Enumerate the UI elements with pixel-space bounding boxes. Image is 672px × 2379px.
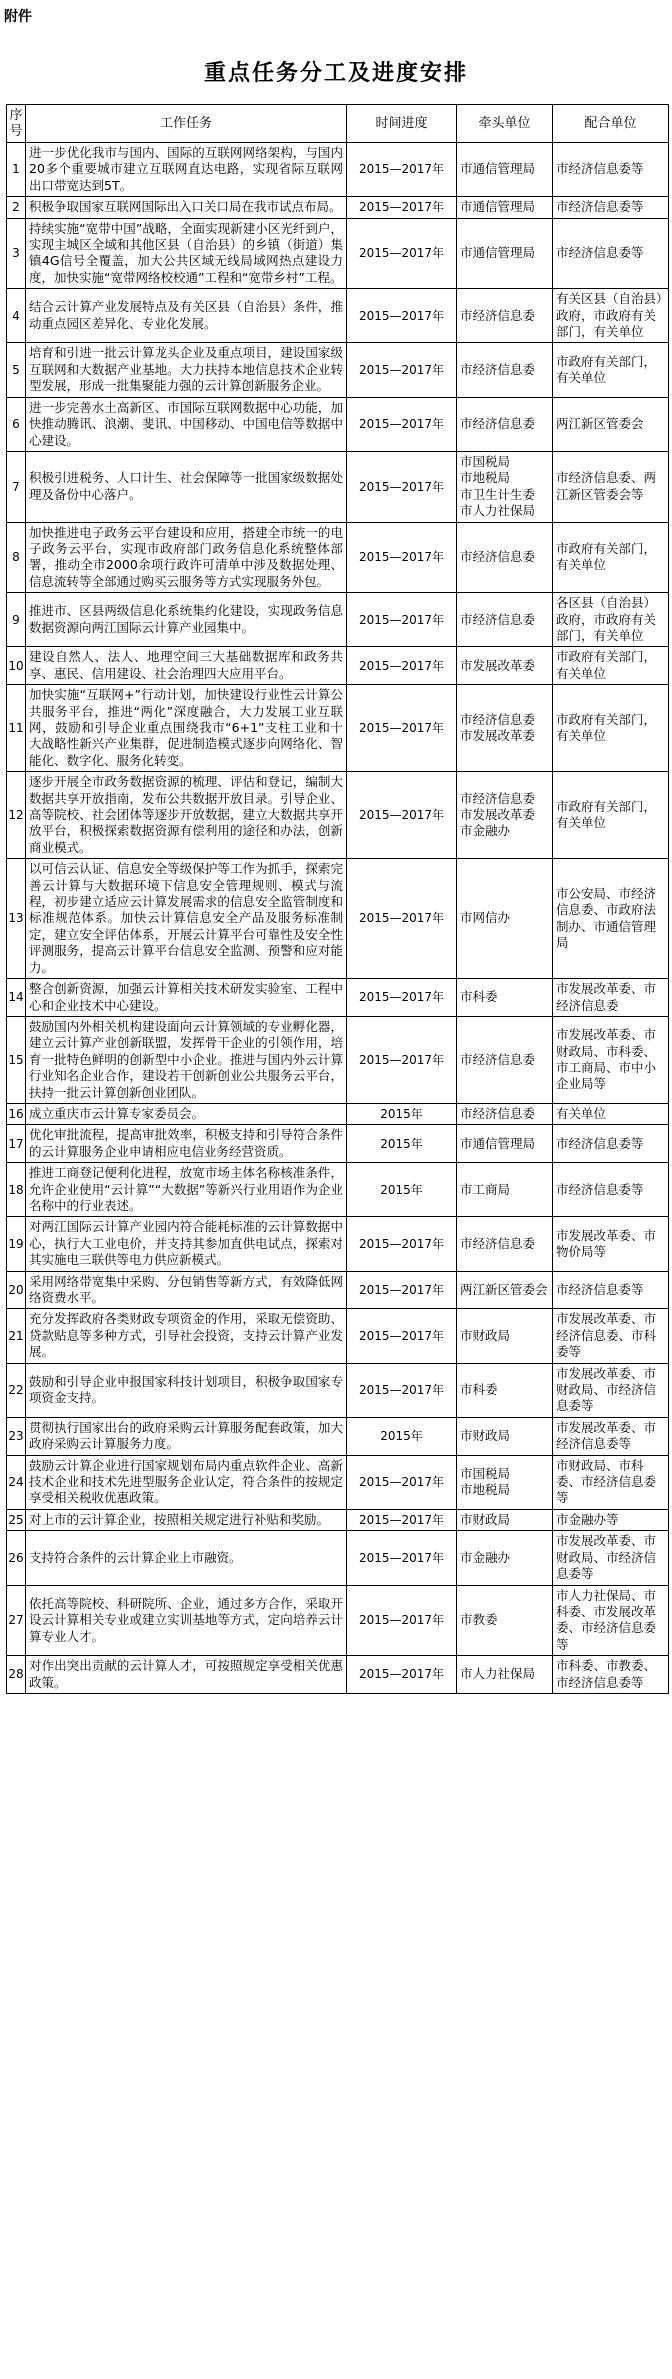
table-row [7, 1271, 669, 1309]
table-body [7, 143, 669, 1694]
progress-cell: 2015—2017年 [347, 1585, 457, 1656]
table-row [7, 1417, 669, 1455]
lead-unit-cell: 市财政局 [457, 1309, 553, 1363]
coop-unit-cell: 市发展改革委、市经济信息委等 [553, 1417, 669, 1455]
table-row [7, 593, 669, 647]
progress-cell: 2015—2017年 [347, 1016, 457, 1103]
lead-unit-cell: 市网信办 [457, 859, 553, 979]
lead-unit-cell: 市人力社保局 [457, 1656, 553, 1694]
table-row [7, 685, 669, 772]
lead-unit-cell: 市经济信息委 [457, 1217, 553, 1271]
coop-unit-cell: 市经济信息委等 [553, 1163, 669, 1217]
lead-unit-cell: 市经济信息委 [457, 343, 553, 397]
lead-unit-cell: 市通信管理局 [457, 218, 553, 289]
table-row [7, 1016, 669, 1103]
lead-unit-cell: 市经济信息委 [457, 1016, 553, 1103]
task-cell: 鼓励和引导企业申报国家科技计划项目，积极争取国家专项资金支持。 [26, 1363, 347, 1417]
row-number: 15 [7, 1016, 26, 1103]
lead-unit-cell: 市发展改革委 [457, 647, 553, 685]
table-row [7, 1656, 669, 1694]
header-task: 工作任务 [26, 105, 347, 143]
row-number: 7 [7, 451, 26, 522]
coop-unit-cell: 市发展改革委、市物价局等 [553, 1217, 669, 1271]
task-cell: 加快实施“互联网+”行动计划，加快建设行业性云计算公共服务平台，推进“两化”深度融合，大力发展工业互联网，鼓励和引导企业重点围绕我市“6+1”支柱工业和十大战略性新兴产业集群，促进制造模式逐步向网络化、智能化、数字化、服务化转变。 [26, 685, 347, 772]
task-table [6, 104, 669, 1694]
lead-unit-cell: 市通信管理局 [457, 197, 553, 218]
task-cell: 鼓励云计算企业进行国家规划布局内重点软件企业、高新技术企业和技术先进型服务企业认定，符合条件的按规定享受相关税收优惠政策。 [26, 1455, 347, 1509]
lead-unit-cell: 市金融办 [457, 1531, 553, 1585]
coop-unit-cell: 市经济信息委等 [553, 197, 669, 218]
coop-unit-cell: 两江新区管委会 [553, 397, 669, 451]
task-cell: 培育和引进一批云计算龙头企业及重点项目，建设国家级互联网和大数据产业基地。大力扶持本地信息技术企业转型发展，形成一批集聚能力强的云计算创新服务企业。 [26, 343, 347, 397]
coop-unit-cell: 各区县（自治县）政府，市政府有关部门，有关单位 [553, 593, 669, 647]
row-number: 8 [7, 522, 26, 593]
progress-cell: 2015—2017年 [347, 143, 457, 197]
lead-unit-cell: 市国税局 市地税局 [457, 1455, 553, 1509]
progress-cell: 2015—2017年 [347, 1455, 457, 1509]
task-cell: 对两江国际云计算产业园内符合能耗标准的云计算数据中心，执行大工业电价，并支持其参加直供电试点，探索对其实施电三联供等电力供应新模式。 [26, 1217, 347, 1271]
table-header-row [7, 105, 669, 143]
progress-cell: 2015—2017年 [347, 1217, 457, 1271]
task-cell: 建设自然人、法人、地理空间三大基础数据库和政务共享、惠民、信用建设、社会治理四大应用平台。 [26, 647, 347, 685]
coop-unit-cell: 市政府有关部门，有关单位 [553, 685, 669, 772]
lead-unit-cell: 市科委 [457, 979, 553, 1017]
table-row [7, 451, 669, 522]
header-lead: 牵头单位 [457, 105, 553, 143]
table-row [7, 522, 669, 593]
coop-unit-cell: 市发展改革委、市财政局、市经济信息委等 [553, 1363, 669, 1417]
lead-unit-cell: 市经济信息委 [457, 1103, 553, 1124]
table-row [7, 647, 669, 685]
progress-cell: 2015—2017年 [347, 859, 457, 979]
table-row [7, 1103, 669, 1124]
lead-unit-cell: 市通信管理局 [457, 143, 553, 197]
attachment-label: 附件 [4, 9, 32, 25]
lead-unit-cell: 市经济信息委 [457, 397, 553, 451]
task-cell: 推进市、区县两级信息化系统集约化建设，实现政务信息数据资源向两江国际云计算产业园集中。 [26, 593, 347, 647]
coop-unit-cell: 市发展改革委、市财政局、市经济信息委等 [553, 1531, 669, 1585]
progress-cell: 2015—2017年 [347, 397, 457, 451]
task-cell: 整合创新资源，加强云计算相关技术研发实验室、工程中心和企业技术中心建设。 [26, 979, 347, 1017]
task-cell: 充分发挥政府各类财政专项资金的作用，采取无偿资助、贷款贴息等多种方式，引导社会投资，支持云计算产业发展。 [26, 1309, 347, 1363]
row-number: 6 [7, 397, 26, 451]
coop-unit-cell: 市政府有关部门，有关单位 [553, 647, 669, 685]
progress-cell: 2015—2017年 [347, 1363, 457, 1417]
coop-unit-cell: 市政府有关部门，有关单位 [553, 343, 669, 397]
progress-cell: 2015—2017年 [347, 979, 457, 1017]
coop-unit-cell: 市人力社保局、市科委、市发展改革委、市经济信息委等 [553, 1585, 669, 1656]
row-number: 23 [7, 1417, 26, 1455]
progress-cell: 2015—2017年 [347, 1271, 457, 1309]
table-row [7, 979, 669, 1017]
row-number: 28 [7, 1656, 26, 1694]
header-seq: 序号 [7, 105, 26, 143]
task-cell: 进一步完善水土高新区、市国际互联网数据中心功能，加快推动腾讯、浪潮、斐讯、中国移动、中国电信等数据中心建设。 [26, 397, 347, 451]
lead-unit-cell: 市经济信息委 市发展改革委 市金融办 [457, 772, 553, 859]
progress-cell: 2015年 [347, 1163, 457, 1217]
progress-cell: 2015—2017年 [347, 1531, 457, 1585]
row-number: 27 [7, 1585, 26, 1656]
row-number: 20 [7, 1271, 26, 1309]
row-number: 1 [7, 143, 26, 197]
progress-cell: 2015—2017年 [347, 1509, 457, 1530]
coop-unit-cell: 市科委、市教委、市经济信息委等 [553, 1656, 669, 1694]
lead-unit-cell: 市科委 [457, 1363, 553, 1417]
progress-cell: 2015—2017年 [347, 647, 457, 685]
table-row [7, 1585, 669, 1656]
row-number: 18 [7, 1163, 26, 1217]
task-cell: 结合云计算产业发展特点及有关区县（自治县）条件，推动重点园区差异化、专业化发展。 [26, 289, 347, 343]
table-row [7, 1163, 669, 1217]
progress-cell: 2015—2017年 [347, 1656, 457, 1694]
lead-unit-cell: 市通信管理局 [457, 1125, 553, 1163]
coop-unit-cell: 市发展改革委、市财政局、市科委、市工商局、市中小企业局等 [553, 1016, 669, 1103]
progress-cell: 2015—2017年 [347, 593, 457, 647]
coop-unit-cell: 市经济信息委等 [553, 218, 669, 289]
table-row [7, 772, 669, 859]
coop-unit-cell: 市发展改革委、市经济信息委、市科委等 [553, 1309, 669, 1363]
coop-unit-cell: 市发展改革委、市经济信息委 [553, 979, 669, 1017]
progress-cell: 2015—2017年 [347, 197, 457, 218]
task-cell: 依托高等院校、科研院所、企业，通过多方合作，采取开设云计算相关专业或建立实训基地等方式，定向培养云计算专业人才。 [26, 1585, 347, 1656]
coop-unit-cell: 市公安局、市经济信息委、市政府法制办、市通信管理局 [553, 859, 669, 979]
task-cell: 积极引进税务、人口计生、社会保障等一批国家级数据处理及备份中心落户。 [26, 451, 347, 522]
table-row [7, 343, 669, 397]
row-number: 16 [7, 1103, 26, 1124]
lead-unit-cell: 市国税局 市地税局 市卫生计生委 市人力社保局 [457, 451, 553, 522]
task-cell: 对上市的云计算企业，按照相关规定进行补贴和奖励。 [26, 1509, 347, 1530]
lead-unit-cell: 市经济信息委 [457, 593, 553, 647]
header-coop: 配合单位 [553, 105, 669, 143]
row-number: 22 [7, 1363, 26, 1417]
row-number: 17 [7, 1125, 26, 1163]
coop-unit-cell: 市金融办等 [553, 1509, 669, 1530]
row-number: 13 [7, 859, 26, 979]
row-number: 14 [7, 979, 26, 1017]
task-cell: 推进工商登记便利化进程，放宽市场主体名称核准条件，允许企业使用“云计算”“大数据”等新兴行业用语作为企业名称中的行业表述。 [26, 1163, 347, 1217]
coop-unit-cell: 市政府有关部门，有关单位 [553, 772, 669, 859]
table-row [7, 289, 669, 343]
task-cell: 贯彻执行国家出台的政府采购云计算服务配套政策，加大政府采购云计算服务力度。 [26, 1417, 347, 1455]
progress-cell: 2015—2017年 [347, 343, 457, 397]
table-row [7, 197, 669, 218]
coop-unit-cell: 市经济信息委、两江新区管委会等 [553, 451, 669, 522]
row-number: 12 [7, 772, 26, 859]
table-row [7, 1531, 669, 1585]
task-cell: 支持符合条件的云计算企业上市融资。 [26, 1531, 347, 1585]
coop-unit-cell: 市经济信息委等 [553, 1271, 669, 1309]
row-number: 10 [7, 647, 26, 685]
table-row [7, 143, 669, 197]
lead-unit-cell: 市经济信息委 市发展改革委 [457, 685, 553, 772]
task-cell: 鼓励国内外相关机构建设面向云计算领域的专业孵化器，建立云计算产业创新联盟，发挥骨干企业的引领作用，培育一批特色鲜明的创新型中小企业。推进与国内外云计算行业知名企业合作，建设若干创新创业公共服务云平台，扶持一批云计算创新创业团队。 [26, 1016, 347, 1103]
table-row [7, 859, 669, 979]
coop-unit-cell: 市财政局、市科委、市经济信息委等 [553, 1455, 669, 1509]
lead-unit-cell: 市经济信息委 [457, 289, 553, 343]
header-progress: 时间进度 [347, 105, 457, 143]
progress-cell: 2015年 [347, 1125, 457, 1163]
row-number: 9 [7, 593, 26, 647]
table-row [7, 218, 669, 289]
task-cell: 采用网络带宽集中采购、分包销售等新方式，有效降低网络资费水平。 [26, 1271, 347, 1309]
lead-unit-cell: 市财政局 [457, 1417, 553, 1455]
row-number: 4 [7, 289, 26, 343]
coop-unit-cell: 市政府有关部门，有关单位 [553, 522, 669, 593]
task-cell: 对作出突出贡献的云计算人才，可按照规定享受相关优惠政策。 [26, 1656, 347, 1694]
table-row [7, 1455, 669, 1509]
row-number: 24 [7, 1455, 26, 1509]
page-title: 重点任务分工及进度安排 [203, 61, 468, 86]
progress-cell: 2015年 [347, 1103, 457, 1124]
progress-cell: 2015—2017年 [347, 451, 457, 522]
row-number: 5 [7, 343, 26, 397]
table-row [7, 1125, 669, 1163]
row-number: 21 [7, 1309, 26, 1363]
table-row [7, 1363, 669, 1417]
task-cell: 加快推进电子政务云平台建设和应用，搭建全市统一的电子政务云平台，实现市政府部门政务信息化系统整体部署，推动全市2000余项行政许可清单中涉及数据处理、信息流转等全部通过购买云服务等方式实现服务外包。 [26, 522, 347, 593]
table-row [7, 1217, 669, 1271]
row-number: 2 [7, 197, 26, 218]
task-cell: 以可信云认证、信息安全等级保护等工作为抓手，探索完善云计算与大数据环境下信息安全管理规则、模式与流程，初步建立适应云计算发展需求的信息安全监管制度和标准规范体系。加快云计算信息安全产品及服务标准制定，建立安全评估体系，开展云计算平台可靠性及安全性评测服务，提高云计算平台信息安全监测、预警和应对能力。 [26, 859, 347, 979]
progress-cell: 2015—2017年 [347, 685, 457, 772]
progress-cell: 2015—2017年 [347, 522, 457, 593]
task-cell: 成立重庆市云计算专家委员会。 [26, 1103, 347, 1124]
coop-unit-cell: 市经济信息委等 [553, 143, 669, 197]
lead-unit-cell: 市教委 [457, 1585, 553, 1656]
lead-unit-cell: 市工商局 [457, 1163, 553, 1217]
row-number: 11 [7, 685, 26, 772]
progress-cell: 2015—2017年 [347, 289, 457, 343]
table-row [7, 1309, 669, 1363]
row-number: 3 [7, 218, 26, 289]
coop-unit-cell: 市经济信息委等 [553, 1125, 669, 1163]
row-number: 19 [7, 1217, 26, 1271]
progress-cell: 2015—2017年 [347, 772, 457, 859]
row-number: 25 [7, 1509, 26, 1530]
task-cell: 进一步优化我市与国内、国际的互联网网络架构，与国内20多个重要城市建立互联网直达电路，实现省际互联网出口带宽达到5T。 [26, 143, 347, 197]
lead-unit-cell: 市经济信息委 [457, 522, 553, 593]
row-number: 26 [7, 1531, 26, 1585]
task-cell: 积极争取国家互联网国际出入口关口局在我市试点布局。 [26, 197, 347, 218]
progress-cell: 2015—2017年 [347, 1309, 457, 1363]
task-cell: 优化审批流程，提高审批效率，积极支持和引导符合条件的云计算服务企业申请相应电信业务经营资质。 [26, 1125, 347, 1163]
progress-cell: 2015年 [347, 1417, 457, 1455]
lead-unit-cell: 两江新区管委会 [457, 1271, 553, 1309]
table-row [7, 1509, 669, 1530]
progress-cell: 2015—2017年 [347, 218, 457, 289]
coop-unit-cell: 有关区县（自治县）政府，市政府有关部门，有关单位 [553, 289, 669, 343]
task-cell: 持续实施“宽带中国”战略，全面实现新建小区光纤到户，实现主城区全域和其他区县（自治县）的乡镇（街道）集镇4G信号全覆盖，加大公共区域无线局域网热点建设力度，加快实施“宽带网络校校通”工程和“宽带乡村”工程。 [26, 218, 347, 289]
coop-unit-cell: 有关单位 [553, 1103, 669, 1124]
lead-unit-cell: 市财政局 [457, 1509, 553, 1530]
table-row [7, 397, 669, 451]
task-cell: 逐步开展全市政务数据资源的梳理、评估和登记，编制大数据共享开放指南，发布公共数据开放目录。引导企业、高等院校、社会团体等逐步开放数据，建立大数据共享开放平台，积极探索数据资源有偿利用的途径和办法，创新商业模式。 [26, 772, 347, 859]
